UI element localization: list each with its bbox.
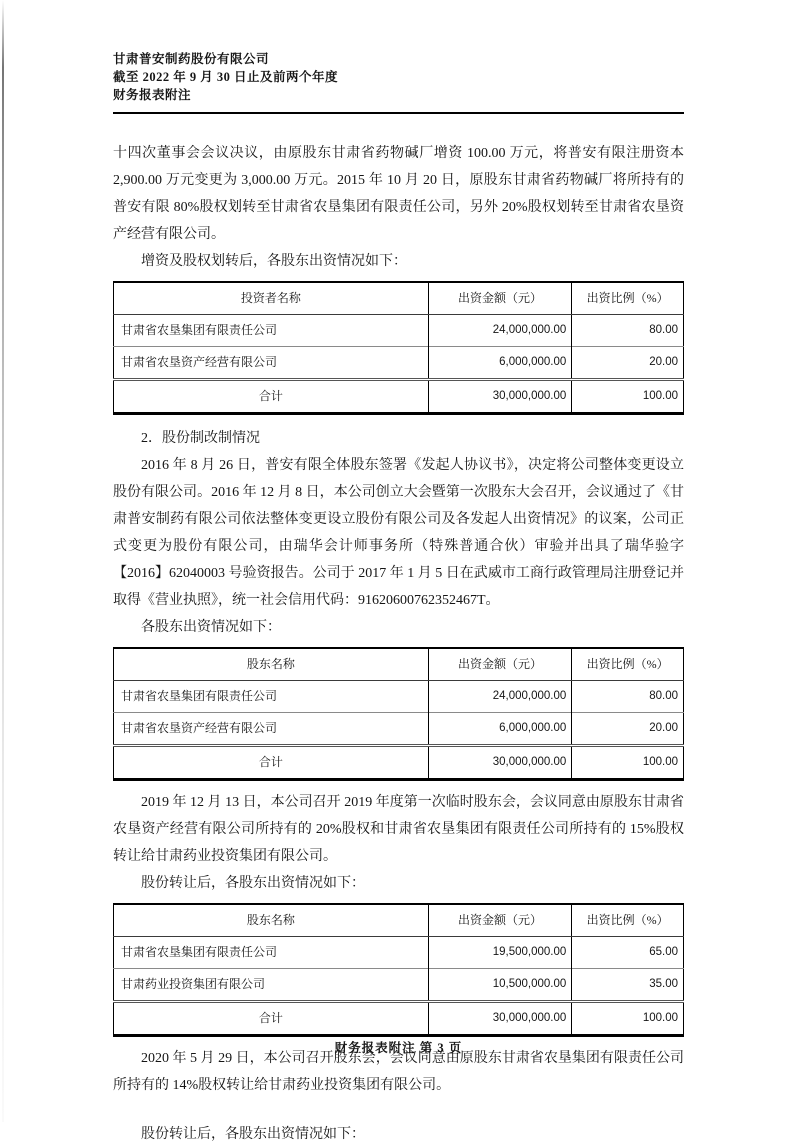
col-header-amount: 出资金额（元） — [428, 282, 572, 315]
table-row — [114, 937, 684, 969]
header-period: 截至 2022 年 9 月 30 日止及前两个年度 — [113, 70, 339, 84]
page-footer: 财务报表附注 第 3 页 — [334, 1041, 463, 1055]
table-header-row — [114, 648, 684, 681]
cell-shareholder-name: 甘肃省农垦集团有限责任公司 — [121, 323, 278, 337]
paragraph-capital-increase: 十四次董事会会议决议，由原股东甘肃省药物碱厂增资 100.00 万元，将普安有限注册资本 2,900.00 万元变更为 3,000.00 万元。2015 年 10 月 20 日，原股东甘肃省药物碱厂将所持有的普安有限 80%股权划转至甘肃省农垦集团有限责任公司，另外 20%股权划转至甘肃省农垦资产经营有限公司。 — [113, 146, 684, 242]
cell-ratio: 20.00 — [572, 713, 684, 746]
cell-shareholder-name: 甘肃省农垦资产经营有限公司 — [114, 347, 429, 380]
table-total-row — [114, 380, 684, 414]
cell-amount: 6,000,000.00 — [428, 347, 572, 380]
lead-after-capital-increase: 增资及股权划转后，各股东出资情况如下： — [141, 254, 407, 269]
header-company-name: 甘肃普安制药股份有限公司 — [113, 52, 270, 66]
table-header-row — [114, 904, 684, 937]
cell-amount: 24,000,000.00 — [428, 315, 572, 347]
paragraph-restructuring: 2016 年 8 月 26 日，普安有限全体股东签署《发起人协议书》，决定将公司整体变更设立股份有限公司。2016 年 12 月 8 日，本公司创立大会暨第一次股东大会召开，会议通过了《甘肃普安制药有限公司依法整体变更设立股份有限公司及各发起人出资情况》的议案，公司正式变更为股份有限公司，由瑞华会计师事务所（特殊普通合伙）审验并出具了瑞华验字【2016】62040003 号验资报告。公司于 2017 年 1 月 5 日在武威市工商行政管理局注册登记并取得《营业执照》，统一社会信用代码：91620600762352467T。 — [113, 458, 684, 608]
shareholder-table-after-increase — [113, 281, 684, 415]
col-header-shareholder-name: 股东名称 — [114, 648, 429, 681]
shareholder-table-after-restructuring — [113, 647, 684, 781]
page-content — [113, 0, 684, 1148]
table-row — [114, 315, 684, 347]
cell-total-amount: 30,000,000.00 — [428, 1002, 572, 1036]
section-title-restructuring: 2．股份制改制情况 — [141, 431, 260, 446]
col-header-ratio: 出资比例（%） — [572, 648, 684, 681]
cell-total-ratio: 100.00 — [572, 1002, 684, 1036]
cell-total-ratio: 100.00 — [572, 746, 684, 780]
col-header-ratio: 出资比例（%） — [572, 904, 684, 937]
header-doc-type: 财务报表附注 — [113, 88, 192, 102]
cell-shareholder-name: 甘肃省农垦集团有限责任公司 — [121, 689, 278, 703]
table-total-row — [114, 1002, 684, 1036]
paragraph-2020-transfer: 2020 年 5 月 29 日，本公司召开股东会，会议同意由原股东甘肃省农垦集团有限责任公司所持有的 14%股权转让给甘肃药业投资集团有限公司。 — [113, 1051, 684, 1093]
cell-amount: 6,000,000.00 — [428, 713, 572, 746]
table-row — [114, 347, 684, 380]
lead-after-2020-transfer: 股份转让后，各股东出资情况如下： — [141, 1127, 365, 1142]
table-row — [114, 681, 684, 713]
table-row — [114, 713, 684, 746]
col-header-amount: 出资金额（元） — [428, 648, 572, 681]
paragraph-2019-transfer: 2019 年 12 月 13 日，本公司召开 2019 年度第一次临时股东会，会议同意由原股东甘肃省农垦资产经营有限公司所持有的 20%股权和甘肃省农垦集团有限责任公司所持有的 15%股权转让给甘肃药业投资集团有限公司。 — [113, 795, 684, 864]
document-body — [113, 140, 684, 1148]
col-header-amount: 出资金额（元） — [428, 904, 572, 937]
cell-shareholder-name: 甘肃省农垦资产经营有限公司 — [114, 713, 429, 746]
cell-total-label: 合计 — [114, 1002, 429, 1036]
cell-total-label: 合计 — [114, 380, 429, 414]
cell-shareholder-name: 甘肃省农垦集团有限责任公司 — [121, 945, 278, 959]
table-header-row — [114, 282, 684, 315]
lead-after-2019-transfer: 股份转让后，各股东出资情况如下： — [141, 876, 365, 891]
col-header-shareholder-name: 股东名称 — [114, 904, 429, 937]
cell-total-ratio: 100.00 — [572, 380, 684, 414]
col-header-investor-name: 投资者名称 — [114, 282, 429, 315]
table-total-row — [114, 746, 684, 780]
cell-ratio: 80.00 — [572, 681, 684, 713]
col-header-ratio: 出资比例（%） — [572, 282, 684, 315]
shareholder-table-after-2019-transfer — [113, 903, 684, 1037]
cell-total-label: 合计 — [114, 746, 429, 780]
scan-edge-artifact — [2, 0, 4, 1122]
cell-shareholder-name: 甘肃药业投资集团有限公司 — [114, 969, 429, 1002]
cell-amount: 19,500,000.00 — [428, 937, 572, 969]
cell-ratio: 35.00 — [572, 969, 684, 1002]
document-header — [113, 50, 684, 104]
cell-total-amount: 30,000,000.00 — [428, 746, 572, 780]
cell-amount: 24,000,000.00 — [428, 681, 572, 713]
cell-total-amount: 30,000,000.00 — [428, 380, 572, 414]
cell-amount: 10,500,000.00 — [428, 969, 572, 1002]
header-divider — [113, 112, 684, 114]
table-row — [114, 969, 684, 1002]
lead-after-restructuring: 各股东出资情况如下： — [141, 620, 281, 635]
cell-ratio: 80.00 — [572, 315, 684, 347]
cell-ratio: 65.00 — [572, 937, 684, 969]
cell-ratio: 20.00 — [572, 347, 684, 380]
